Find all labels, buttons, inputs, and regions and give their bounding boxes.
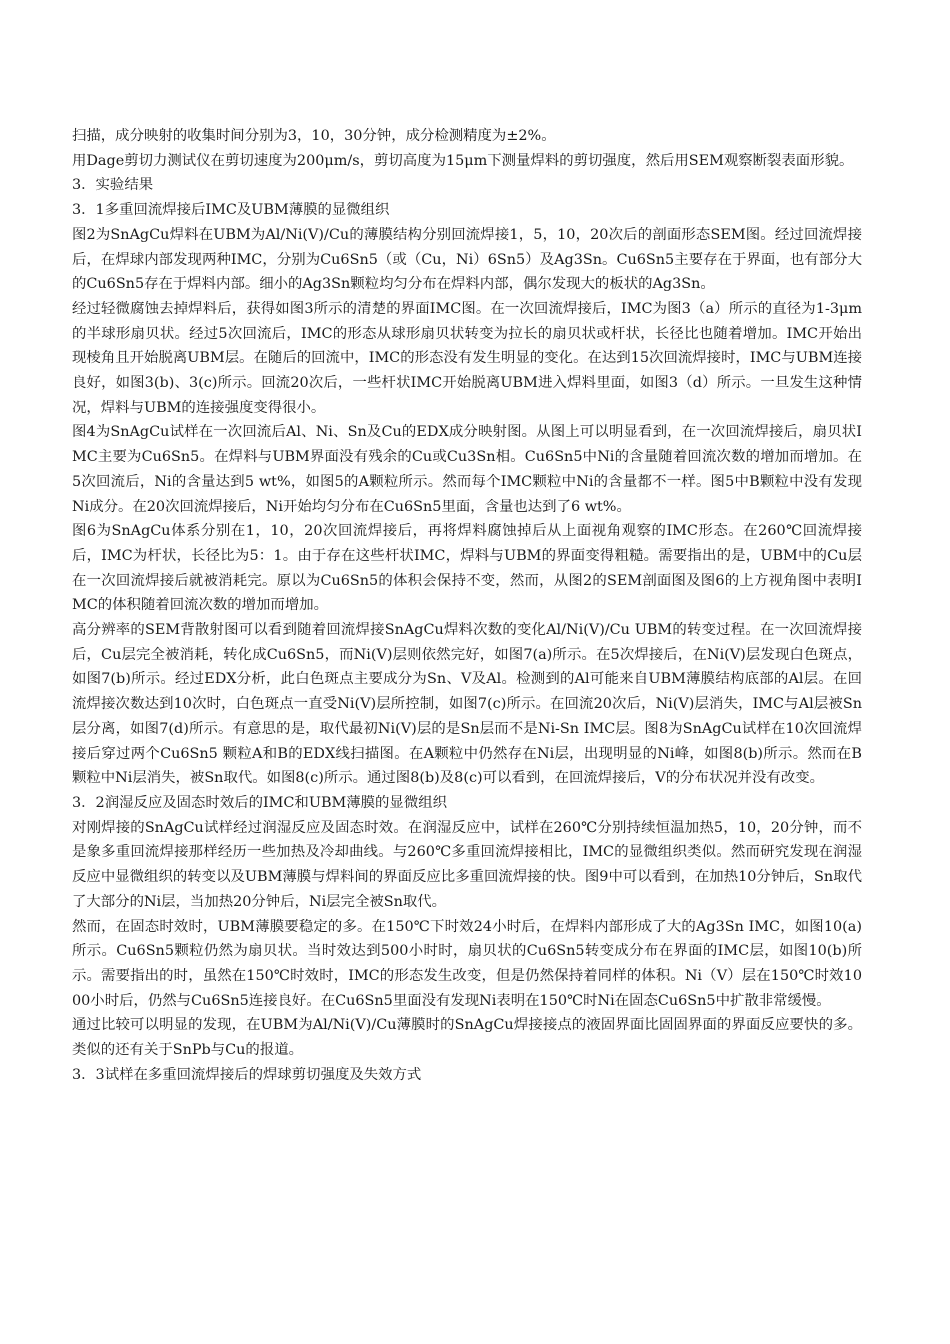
paragraph-figure-3: 经过轻微腐蚀去掉焊料后，获得如图3所示的清楚的界面IMC图。在一次回流焊接后，IMC为图3（a）所示的直径为1-3μm的半球形扇贝状。经过5次回流后，IMC的形态从球形扇贝状转变为拉长的扇贝状或杆状，长径比也随着增加。IMC开始出现棱角且开始脱离UBM层。在随后的回流中，IMC的形态没有发生明显的变化。在达到15次回流焊接时，IMC与UBM连接良好，如图3(b)、3(c)所示。回流20次后，一些杆状IMC开始脱离UBM进入焊料里面，如图3（d）所示。一旦发生这种情况，焊料与UBM的连接强度变得很小。 [72,300,862,416]
document-body [72,124,862,1087]
subsection-heading-3-2: 3．2润湿反应及固态时效后的IMC和UBM薄膜的显微组织 [72,794,447,811]
paragraph-figure-7-8: 高分辨率的SEM背散射图可以看到随着回流焊接SnAgCu焊料次数的变化Al/Ni(V)/Cu UBM的转变过程。在一次回流焊接后，Cu层完全被消耗，转化成Cu6Sn5，而Ni(V)层则依然完好，如图7(a)所示。在5次焊接后，在Ni(V)层发现白色斑点，如图7(b)所示。经过EDX分析，此白色斑点主要成分为Sn、V及Al。检测到的Al可能来自UBM薄膜结构底部的Al层。在回流焊接次数达到10次时，白色斑点一直受Ni(V)层所控制，如图7(c)所示。在回流20次后，Ni(V)层消失，IMC与Al层被Sn层分离，如图7(d)所示。有意思的是，取代最初Ni(V)层的是Sn层而不是Ni-Sn IMC层。图8为SnAgCu试样在10次回流焊接后穿过两个Cu6Sn5 颗粒A和B的EDX线扫描图。在A颗粒中仍然存在Ni层，出现明显的Ni峰，如图8(b)所示。然而在B颗粒中Ni层消失，被Sn取代。如图8(c)所示。通过图8(b)及8(c)可以看到，在回流焊接后，V的分布状况并没有改变。 [72,622,862,787]
paragraph-scan-time: 扫描，成分映射的收集时间分别为3，10，30分钟，成分检测精度为±2%。 [72,128,556,144]
paragraph-figure-4-5: 图4为SnAgCu试样在一次回流后Al、Ni、Sn及Cu的EDX成分映射图。从图上可以明显看到，在一次回流焊接后，扇贝状IMC主要为Cu6Sn5。在焊料与UBM界面没有残余的Cu或Cu3Sn相。Cu6Sn5中Ni的含量随着回流次数的增加而增加。在5次回流后，Ni的含量达到5 wt%，如图5的A颗粒所示。然而每个IMC颗粒中Ni的含量都不一样。图5中B颗粒中没有发现Ni成分。在20次回流焊接后，Ni开始均匀分布在Cu6Sn5里面，含量也达到了6 wt%。 [72,424,862,515]
subsection-heading-3-1: 3．1多重回流焊接后IMC及UBM薄膜的显微组织 [72,202,390,219]
paragraph-figure-6: 图6为SnAgCu体系分别在1，10，20次回流焊接后，再将焊料腐蚀掉后从上面视角观察的IMC形态。在260℃回流焊接后，IMC为杆状，长径比为5：1。由于存在这些杆状IMC，焊料与UBM的界面变得粗糙。需要指出的是，UBM中的Cu层在一次回流焊接后就被消耗完。原以为Cu6Sn5的体积会保持不变，然而，从图2的SEM剖面图及图6的上方视角图中表明IMC的体积随着回流次数的增加而增加。 [72,523,862,614]
paragraph-comparison: 通过比较可以明显的发现，在UBM为Al/Ni(V)/Cu薄膜时的SnAgCu焊接接点的液固界面比固固界面的界面反应要快的多。类似的还有关于SnPb与Cu的报道。 [72,1017,862,1059]
paragraph-shear-test: 用Dage剪切力测试仪在剪切速度为200μm/s，剪切高度为15μm下测量焊料的剪切强度，然后用SEM观察断裂表面形貌。 [72,152,854,169]
paragraph-solid-aging: 然而，在固态时效时，UBM薄膜要稳定的多。在150℃下时效24小时后，在焊料内部形成了大的Ag3Sn IMC，如图10(a)所示。Cu6Sn5颗粒仍然为扇贝状。当时效达到500小时时，扇贝状的Cu6Sn5转变成分布在界面的IMC层，如图10(b)所示。需要指出的时，虽然在150℃时效时，IMC的形态发生改变，但是仍然保持着同样的体积。Ni（V）层在150℃时效1000小时后，仍然与Cu6Sn5连接良好。在Cu6Sn5里面没有发现Ni表明在150℃时Ni在固态Cu6Sn5中扩散非常缓慢。 [72,918,862,1009]
paragraph-wetting-reaction: 对刚焊接的SnAgCu试样经过润湿反应及固态时效。在润湿反应中，试样在260℃分别持续恒温加热5，10，20分钟，而不是象多重回流焊接那样经历一些加热及冷却曲线。与260℃多重回流焊接相比，IMC的显微组织类似。然而研究发现在润湿反应中显微组织的转变以及UBM薄膜与焊料间的界面反应比多重回流焊接的快。图9中可以看到，在加热10分钟后，Sn取代了大部分的Ni层，当加热20分钟后，Ni层完全被Sn取代。 [72,819,862,910]
paragraph-figure-2: 图2为SnAgCu焊料在UBM为Al/Ni(V)/Cu的薄膜结构分别回流焊接1，5，10，20次后的剖面形态SEM图。经过回流焊接后，在焊球内部发现两种IMC，分别为Cu6Sn5（或（Cu，Ni）6Sn5）及Ag3Sn。Cu6Sn5主要存在于界面，也有部分大的Cu6Sn5存在于焊料内部。细小的Ag3Sn颗粒均匀分布在焊料内部，偶尔发现大的板状的Ag3Sn。 [72,226,862,293]
section-heading-results: 3．实验结果 [72,177,154,194]
subsection-heading-3-3: 3．3试样在多重回流焊接后的焊球剪切强度及失效方式 [72,1066,422,1083]
